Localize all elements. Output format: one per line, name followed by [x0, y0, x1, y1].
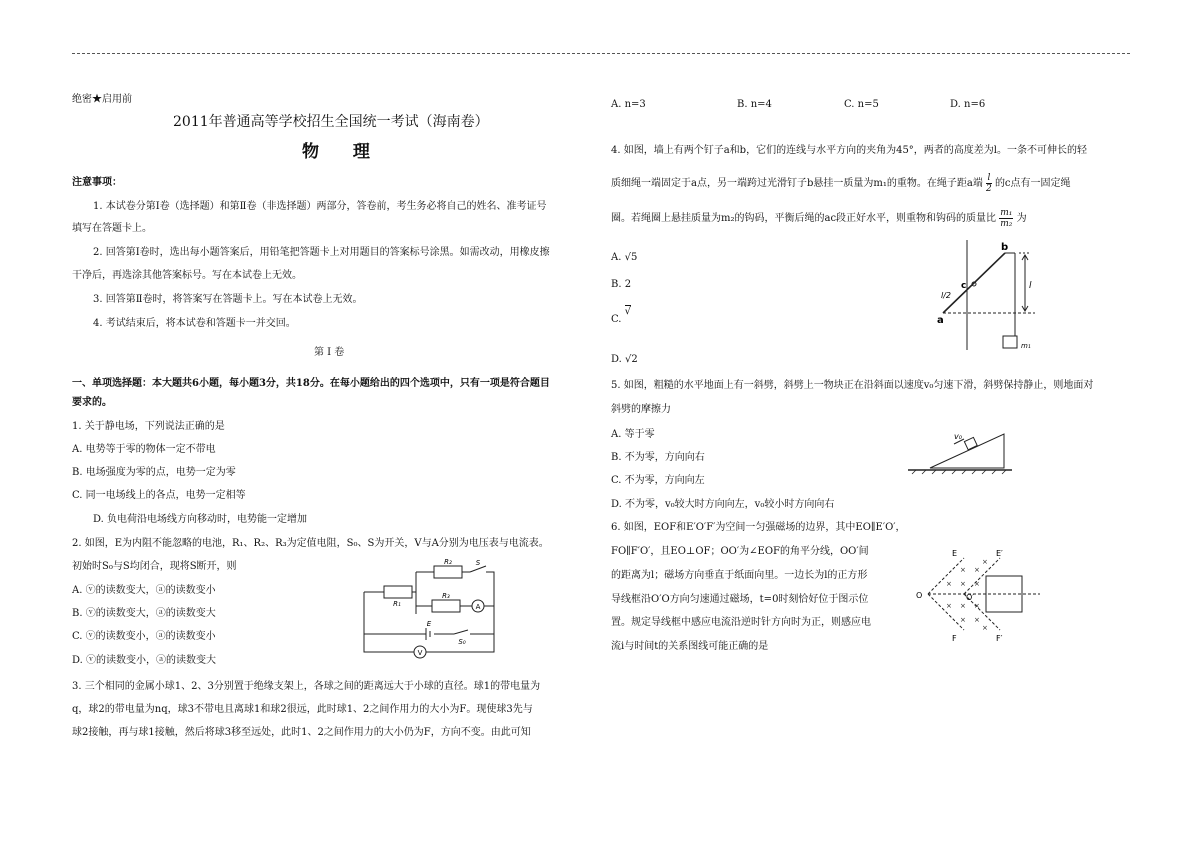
q4-line-3 [611, 208, 1027, 229]
q6-line-3: 的距离为l；磁场方向垂直于纸面向里。一边长为l的正方形 [611, 570, 868, 581]
q2-option-c: C. ⓥ的读数变小，ⓐ的读数变小 [72, 631, 216, 642]
note-4: 4. 考试结束后，将本试卷和答题卡一并交回。 [93, 318, 296, 329]
q6-magnetic-field-figure [912, 546, 1044, 650]
note-2-line-2: 干净后，再选涂其他答案标号。写在本试卷上无效。 [72, 270, 302, 281]
label-o: O [916, 591, 923, 600]
label-a: a [937, 315, 944, 326]
label-e2: E′ [996, 549, 1003, 558]
note-1-line-2: 填写在答题卡上。 [72, 223, 152, 234]
mass-m1-block [1003, 336, 1017, 348]
field-mark: × [974, 616, 980, 624]
label-s0: S₀ [458, 638, 466, 646]
field-mark: × [974, 566, 980, 574]
q4-option-d-value: √2 [625, 354, 638, 365]
label-s: S [475, 559, 481, 567]
frac-num: l [987, 173, 991, 183]
field-mark: × [974, 602, 980, 610]
q3-option-a: A. n=3 [611, 99, 646, 110]
field-mark: × [960, 580, 966, 588]
q4-option-c-label: C. [611, 314, 622, 325]
q4-option-d [611, 353, 638, 366]
q3-option-d: D. n=6 [950, 99, 986, 110]
q4-option-a-label: A. [611, 252, 622, 263]
note-2-line-1: 2. 回答第Ⅰ卷时，选出每小题答案后，用铅笔把答题卡上对用题目的答案标号涂黑。如需改动，用橡皮擦 [93, 247, 550, 258]
boundary-eo [928, 558, 964, 594]
q2-option-b: B. ⓥ的读数变大，ⓐ的读数变大 [72, 608, 216, 619]
q4-line-3-text-b: 为 [1016, 213, 1027, 224]
q6-line-1: 6. 如图，EOF和E′O′F′为空间一匀强磁场的边界，其中EO∥E′O′， [611, 522, 906, 533]
field-mark: × [982, 558, 988, 566]
q3-option-b: B. n=4 [737, 99, 772, 110]
q1-option-a: A. 电势等于零的物体一定不带电 [72, 444, 216, 455]
q5-line-2: 斜劈的摩擦力 [611, 404, 671, 415]
fraction-m1-over-m2 [999, 208, 1013, 229]
q4-option-a [611, 251, 637, 264]
ratio-num: m₁ [1000, 208, 1013, 218]
q4-line-3-text-a: 圈。若绳圈上悬挂质量为m₂的钩码，平衡后绳的ac段正好水平，则重物和钩码的质量比 [611, 213, 997, 224]
q5-option-c: C. 不为零，方向向左 [611, 475, 705, 486]
label-r2: R₂ [444, 558, 452, 566]
q4-line-2-text-a: 质细绳一端固定于a点，另一端跨过光滑钉子b悬挂一质量为m₁的重物。在绳子距a端 [611, 178, 983, 189]
note-3: 3. 回答第Ⅱ卷时，将答案写在答题卡上。写在本试卷上无效。 [93, 294, 363, 305]
q4-option-c [611, 306, 632, 326]
q1-option-c: C. 同一电场线上的各点，电势一定相等 [72, 490, 246, 501]
q2-stem-line-1: 2. 如图，E为内阻不能忽略的电池，R₁、R₂、R₃为定值电阻，S₀、S为开关，V与A分别为电压表与电流表。 [72, 538, 549, 549]
header-dashed-rule [72, 53, 1130, 54]
q6-line-6: 流i与时间t的关系图线可能正确的是 [611, 641, 769, 652]
q1-stem: 1. 关于静电场，下列说法正确的是 [72, 421, 225, 432]
label-o2: O′ [966, 593, 975, 602]
subject-title: 物 理 [302, 142, 384, 162]
block [964, 437, 977, 449]
resistor-r2 [434, 566, 462, 578]
label-v0: v₀ [954, 432, 962, 441]
q4-option-b: B. 2 [611, 279, 632, 290]
q3-option-c: C. n=5 [844, 99, 879, 110]
q4-line-2-text-b: 的c点有一固定绳 [994, 178, 1071, 189]
label-f2: F′ [996, 634, 1003, 643]
exam-title: 2011年普通高等学校招生全国统一考试（海南卷） [173, 114, 489, 130]
label-half-l: l/2 [941, 291, 952, 300]
secret-label: 绝密★启用前 [72, 94, 132, 105]
label-r1: R₁ [393, 600, 401, 608]
q5-option-b: B. 不为零，方向向右 [611, 452, 705, 463]
part-1-title: 第 Ⅰ 卷 [314, 347, 345, 358]
wedge [930, 434, 1004, 468]
q6-line-5: 置。规定导线框中感应电流沿逆时针方向时为正，则感应电 [611, 617, 871, 628]
section-heading-line-1: 一、单项选择题：本大题共6小题，每小题3分，共18分。在每小题给出的四个选项中，只有一项是符合题目 [72, 378, 550, 389]
q4-wall-figure [935, 238, 1045, 356]
q4-option-a-value: √5 [624, 252, 638, 263]
q4-option-c-value: √ [624, 306, 632, 317]
frac-den: 2 [986, 184, 992, 194]
label-l: l [1029, 281, 1032, 291]
q4-option-d-label: D. [611, 354, 622, 365]
label-r3: R₃ [442, 592, 450, 600]
field-mark: × [974, 580, 980, 588]
q1-option-b: B. 电场强度为零的点，电势一定为零 [72, 467, 236, 478]
q2-stem-line-2: 初始时S₀与S均闭合，现将S断开，则 [72, 561, 237, 572]
label-f: F [952, 634, 957, 643]
ratio-den: m₂ [1000, 219, 1013, 229]
boundary-fo [928, 594, 964, 630]
q3-line-3: 球2接触，再与球1接触，然后将球3移至远处，此时1、2之间作用力的大小仍为F，方向不变。由此可知 [72, 727, 531, 738]
section-heading-line-2: 要求的。 [72, 397, 112, 408]
q2-option-d: D. ⓥ的读数变小，ⓐ的读数变大 [72, 655, 217, 666]
q4-line-2 [611, 173, 1071, 194]
q6-line-4: 导线框沿O′O方向匀速通过磁场，t=0时刻恰好位于图示位 [611, 594, 869, 605]
field-mark: × [960, 602, 966, 610]
label-voltmeter: V [417, 649, 423, 657]
q5-wedge-figure [904, 424, 1016, 476]
fraction-l-over-2 [986, 173, 992, 194]
q4-line-1: 4. 如图，墙上有两个钉子a和b，它们的连线与水平方向的夹角为45°，两者的高度差为l。一条不可伸长的轻 [611, 145, 1088, 156]
label-ammeter: A [475, 603, 481, 611]
resistor-r1 [384, 586, 412, 598]
label-e: E [952, 549, 958, 558]
q3-line-1: 3. 三个相同的金属小球1、2、3分别置于绝缘支架上，各球之间的距离远大于小球的直径。球1的带电量为 [72, 681, 541, 692]
q2-option-a: A. ⓥ的读数变大，ⓐ的读数变小 [72, 585, 216, 596]
q1-option-d: D. 负电荷沿电场线方向移动时，电势能一定增加 [93, 514, 308, 525]
label-b: b [1001, 242, 1009, 253]
q2-circuit-figure [360, 556, 500, 662]
note-1-line-1: 1. 本试卷分第Ⅰ卷（选择题）和第Ⅱ卷（非选择题）两部分，答卷前，考生务必将自己的姓名、准考证号 [93, 201, 547, 212]
notes-heading: 注意事项： [72, 177, 122, 188]
q6-line-2: FO∥F′O′，且EO⊥OF；OO′为∠EOF的角平分线，OO′间 [611, 546, 869, 557]
q5-option-d: D. 不为零，v₀较大时方向向左，v₀较小时方向向右 [611, 499, 835, 510]
resistor-r3 [432, 600, 460, 612]
label-e: E [426, 620, 432, 628]
field-mark: × [982, 624, 988, 632]
field-mark: × [946, 602, 952, 610]
field-mark: × [946, 580, 952, 588]
q5-option-a: A. 等于零 [611, 429, 655, 440]
label-m1: m₁ [1021, 342, 1031, 350]
q5-line-1: 5. 如图，粗糙的水平地面上有一斜劈，斜劈上一物块正在沿斜面以速度v₀匀速下滑，斜劈保持静止，则地面对 [611, 380, 1094, 391]
label-c: c [961, 281, 967, 291]
field-mark: × [960, 566, 966, 574]
q3-line-2: q，球2的带电量为nq，球3不带电且离球1和球2很远，此时球1、2之间作用力的大小为F。现使球3先与 [72, 704, 533, 715]
rope-ab [943, 253, 1005, 313]
field-mark: × [960, 616, 966, 624]
